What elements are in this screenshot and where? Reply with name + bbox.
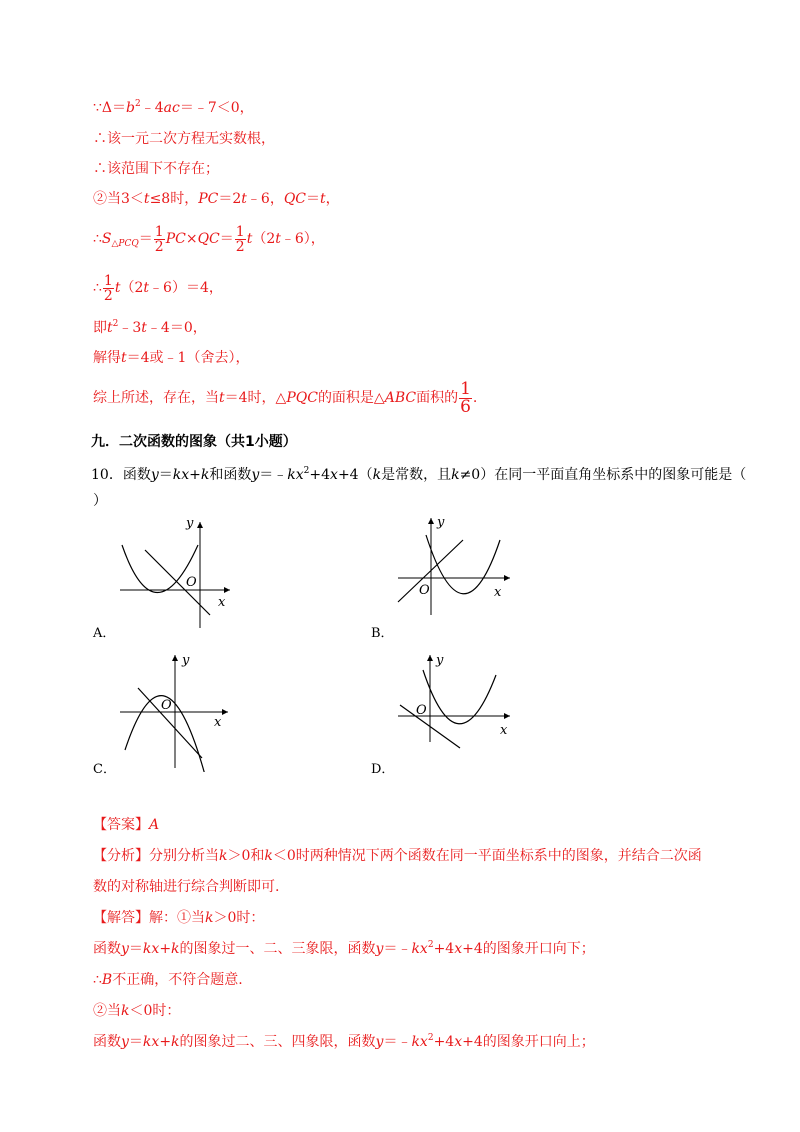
exp: 2 [303,466,310,476]
text: ﹣6， [246,191,284,207]
solution-line-2 [93,939,595,959]
denominator: 2 [154,238,164,255]
fraction [103,274,114,303]
answer-tag: 【答案】 [93,817,149,833]
var: x [454,1034,463,1050]
var: ac [163,100,180,116]
numerator: 1 [103,272,113,289]
var: kx [172,467,190,483]
origin-label: O [161,698,172,713]
graph-option-c[interactable] [110,650,240,772]
var: k [171,1034,180,1050]
option-d-label[interactable]: D． [371,762,395,777]
analysis-line-2: 数的对称轴进行综合判断即可. [93,879,280,895]
exp: 2 [112,319,119,329]
text: ＝﹣ [259,467,288,483]
text: ＝ [306,191,321,207]
var: k [121,1003,130,1019]
fraction [235,225,246,254]
question-stem [91,465,746,485]
solution-line-no-roots: ∴该一元二次方程无实数根， [93,131,275,147]
text: 解：①当 [149,910,205,926]
text: 函数 [93,941,121,957]
numerator: 1 [460,378,471,399]
text: ＝ [128,1034,143,1050]
var: kx [287,467,304,483]
text: + [159,941,172,957]
answer-value: A [149,817,160,833]
var: k [372,467,382,483]
y-label: y [182,653,190,668]
var: b [126,100,135,116]
text: 和函数 [209,467,252,483]
text: ＝﹣ [383,1034,412,1050]
var: kx [142,941,160,957]
var: x [454,941,463,957]
y-label: y [437,515,445,530]
question-close-paren: ） [93,493,107,509]
var: k [451,467,460,483]
var: k [205,910,214,926]
var: PC [165,231,186,247]
solution-line-discriminant [93,98,254,118]
denominator: 2 [103,287,113,304]
text: ≤8时， [149,191,199,207]
text: ＞0和 [227,848,265,864]
text: 解得 [93,350,121,366]
solution-line-roots [93,348,249,368]
x-label: x [218,595,226,610]
solution-line-not-exist: ∴该范围下不存在； [93,161,219,177]
text: 函数 [122,467,151,483]
var: t [121,350,127,366]
text: 不正确，不符合题意. [112,972,243,988]
var: PC [198,191,219,207]
solution-line-3 [93,970,243,990]
exp: 2 [135,99,141,109]
var: t [246,231,253,247]
text: ﹣6）＝4， [149,280,223,296]
text: ≠0）在同一平面直角坐标系中的图象可能是（ [459,467,747,483]
text: ， [325,191,340,207]
y-label: y [186,516,194,531]
var: t [219,390,225,406]
text: ＝4时，△ [224,390,287,406]
solution-line-quadratic [93,318,207,338]
analysis-line-1 [93,846,702,866]
var: t [241,191,247,207]
exp: 2 [427,1033,434,1043]
text: + [159,1034,172,1050]
x-label: x [214,715,222,730]
graph-option-a[interactable] [110,510,240,632]
text: ∵Δ＝ [93,100,127,116]
subscript: △PCQ [111,239,139,249]
text: ＝ [128,941,143,957]
numerator: 1 [235,223,245,240]
var: ABC [384,390,417,406]
text: ＝ [219,231,234,247]
text: ＝ [138,231,153,247]
text: 是常数，且 [381,467,452,483]
var: kx [411,941,428,957]
exp: 2 [427,940,434,950]
graph-option-d[interactable] [388,650,518,750]
text: ＞0时： [213,910,265,926]
var: y [121,941,129,957]
text: 函数 [93,1034,121,1050]
text: ∴ [93,280,102,296]
section-title: 九．二次函数的图象（共1小题） [91,434,297,450]
question-number: 10． [91,467,123,483]
text: ﹣3 [118,320,142,336]
denominator: 6 [460,396,471,417]
var: B [101,972,113,988]
var: x [330,467,338,483]
text: +4的图象开口向上； [462,1034,595,1050]
solution-line-1 [93,908,264,928]
var: k [219,848,228,864]
var: y [150,467,159,483]
x-label: x [494,585,502,600]
option-b-label[interactable]: B． [371,626,394,641]
text: 面积的 [416,390,459,406]
var: y [375,941,384,957]
text: ﹣4＝0， [146,320,207,336]
analysis-tag: 【分析】 [93,848,149,864]
text: +4 [433,1034,455,1050]
text: 的面积是△ [317,390,385,406]
text: （2 [120,280,144,296]
text: × [185,231,198,247]
solution-line-conclusion [93,379,477,417]
x-label: x [500,723,508,738]
var: k [264,848,273,864]
text: （2 [252,231,276,247]
var: PQC [286,390,318,406]
text: 分别分析当 [149,848,219,864]
solution-line-4 [93,1001,180,1021]
solution-line-5 [93,1032,595,1052]
text: . [472,390,478,406]
var: k [200,467,210,483]
var: y [375,1034,384,1050]
solution-line-case2 [93,189,340,209]
text: ∴ [93,972,102,988]
var: t [107,320,113,336]
text: + [189,467,201,483]
var: QC [283,191,307,207]
answer-line [93,815,159,835]
text: 即 [93,320,107,336]
text: 的图象过二、三、四象限，函数 [179,1034,376,1050]
var: t [275,231,281,247]
var: t [143,191,150,207]
var: t [143,280,150,296]
solution-line-area-eq [93,272,223,304]
text: ②当 [93,1003,121,1019]
origin-label: O [416,703,427,718]
text: ②当3＜ [93,191,144,207]
solution-line-area-formula [93,223,325,255]
text: ＜0时： [129,1003,181,1019]
var: t [141,320,147,336]
text: ＝2 [218,191,242,207]
text: ＜0时两种情况下两个函数在同一平面坐标系中的图象，并结合二次函 [272,848,702,864]
text: 综上所述，存在，当 [93,390,219,406]
numerator: 1 [154,223,164,240]
origin-label: O [419,583,430,598]
text: +4（ [337,467,373,483]
var: S [101,231,112,247]
text: ﹣6）， [280,231,325,247]
origin-label: O [186,575,197,590]
text: 的图象过一、二、三象限，函数 [179,941,376,957]
denominator: 2 [235,238,245,255]
solution-tag: 【解答】 [93,910,149,926]
text: ＝﹣ [383,941,412,957]
var: QC [197,231,220,247]
text: +4的图象开口向下； [462,941,595,957]
var: t [114,280,121,296]
option-a-label[interactable]: A． [93,626,116,641]
var: y [251,467,260,483]
text: ＝ [158,467,173,483]
text: ＝4或﹣1（舍去）， [126,350,250,366]
text: ∴ [93,231,102,247]
var: t [320,191,326,207]
fraction [154,225,165,254]
option-c-label[interactable]: C． [93,762,116,777]
text: +4 [309,467,331,483]
var: k [171,941,180,957]
graph-option-b[interactable] [388,510,518,620]
y-label: y [436,653,444,668]
text: +4 [433,941,455,957]
var: y [121,1034,129,1050]
var: kx [411,1034,428,1050]
var: kx [142,1034,160,1050]
text: ＝﹣7＜0， [179,100,254,116]
fraction [459,378,472,417]
text: ﹣4 [140,100,164,116]
